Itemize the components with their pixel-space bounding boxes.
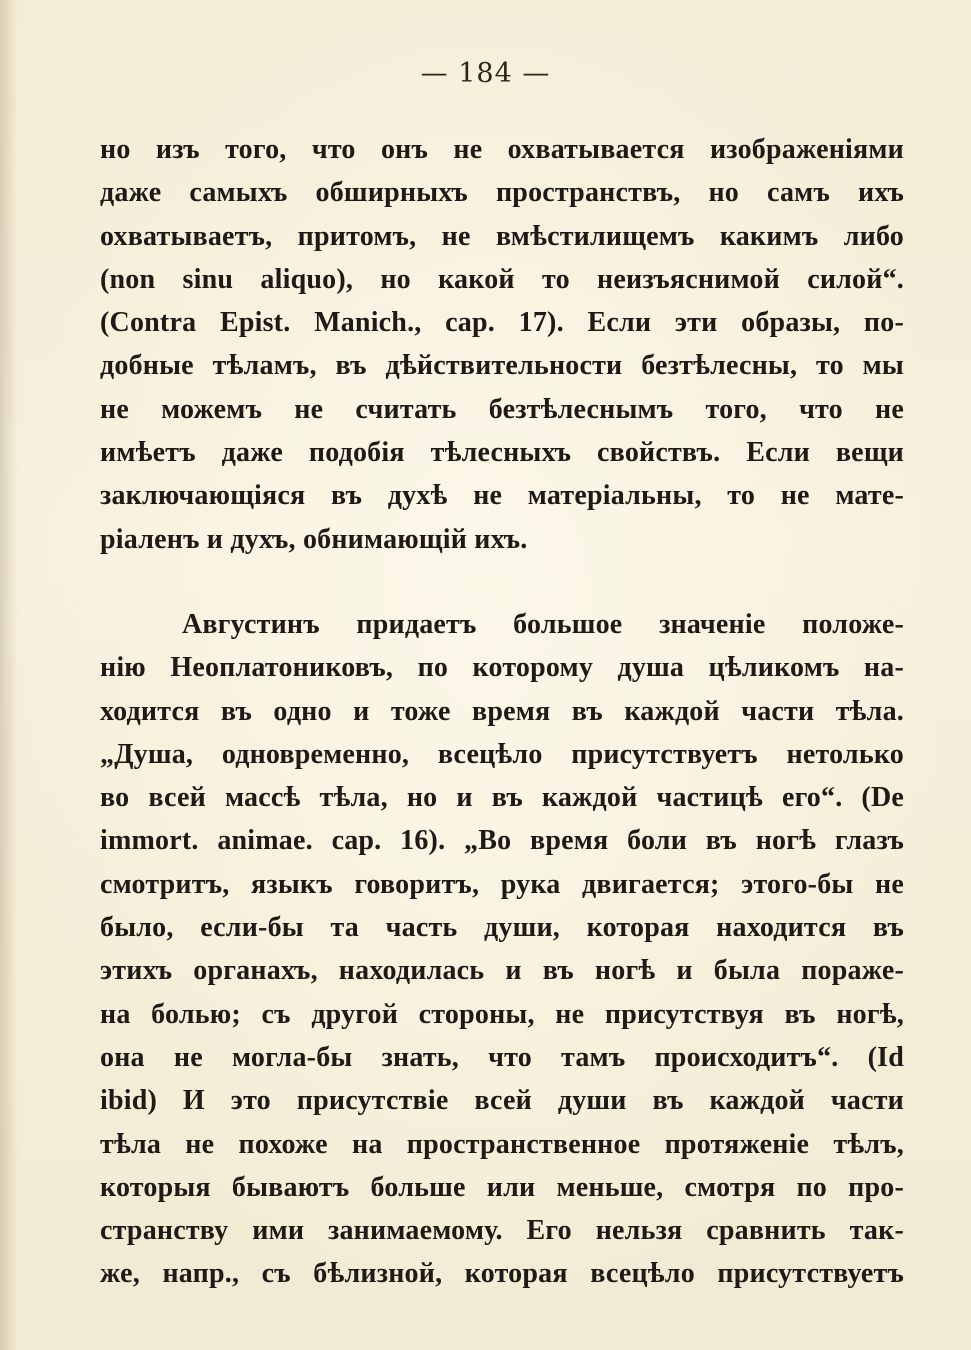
text-line: же, напр., съ бѣлизной, которая всецѣло присутствуетъ	[100, 1258, 904, 1290]
text-line: этихъ органахъ, находилась и въ ногѣ и была пораже-	[100, 955, 904, 987]
text-line: (non sinu aliquo), но какой то неизъяснимой силой“.	[100, 263, 904, 295]
paragraph-1	[100, 128, 904, 561]
paragraph-2	[100, 603, 904, 1296]
text-line: имѣетъ даже подобія тѣлесныхъ свойствъ. Если вещи	[100, 437, 904, 469]
page-text	[100, 128, 904, 1296]
text-line: тѣла не похоже на пространственное протяженіе тѣлъ,	[100, 1128, 904, 1160]
text-line: во всей массѣ тѣла, но и въ каждой частицѣ его“. (De	[100, 782, 904, 814]
text-line: смотритъ, языкъ говоритъ, рука двигается; этого-бы не	[100, 868, 904, 900]
text-line: странству ими занимаемому. Его нельзя сравнить так-	[100, 1215, 904, 1247]
text-line: ходится въ одно и тоже время въ каждой части тѣла.	[100, 695, 904, 727]
page-number: — 184 —	[420, 58, 551, 89]
page-shadow-edge	[0, 0, 18, 1350]
text-line: Августинъ придаетъ большое значеніе положе-	[182, 608, 904, 640]
text-line: охватываетъ, притомъ, не вмѣстилищемъ какимъ либо	[100, 220, 904, 252]
paragraph-gap	[100, 561, 904, 603]
text-line: „Душа, одновременно, всецѣло присутствуетъ нетолько	[100, 738, 904, 770]
text-line: но изъ того, что онъ не охватывается изображеніями	[100, 134, 904, 165]
text-line: не можемъ не считать безтѣлеснымъ того, что не	[100, 393, 904, 425]
text-line: нію Неоплатониковъ, по которому душа цѣликомъ на-	[100, 652, 904, 684]
text-line: добные тѣламъ, въ дѣйствительности безтѣлесны, то мы	[100, 350, 904, 382]
text-line: immort. animae. cap. 16). „Во время боли въ ногѣ глазъ	[100, 825, 904, 857]
text-line: она не могла-бы знать, что тамъ происходитъ“. (Id	[100, 1041, 904, 1073]
text-line: ріаленъ и духъ, обнимающій ихъ.	[100, 523, 528, 555]
text-line: на болью; съ другой стороны, не присутствуя въ ногѣ,	[100, 998, 904, 1030]
text-line: даже самыхъ обширныхъ пространствъ, но самъ ихъ	[100, 177, 904, 209]
text-line: которыя бываютъ больше или меньше, смотря по про-	[100, 1171, 904, 1203]
text-line: ibid) И это присутствіе всей души въ каждой части	[100, 1085, 904, 1117]
text-line: было, если-бы та часть души, которая находится въ	[100, 912, 904, 944]
text-line: (Contra Epist. Manich., cap. 17). Если эти образы, по-	[100, 307, 904, 339]
text-line: заключающіяся въ духѣ не матеріальны, то не мате-	[100, 480, 904, 512]
